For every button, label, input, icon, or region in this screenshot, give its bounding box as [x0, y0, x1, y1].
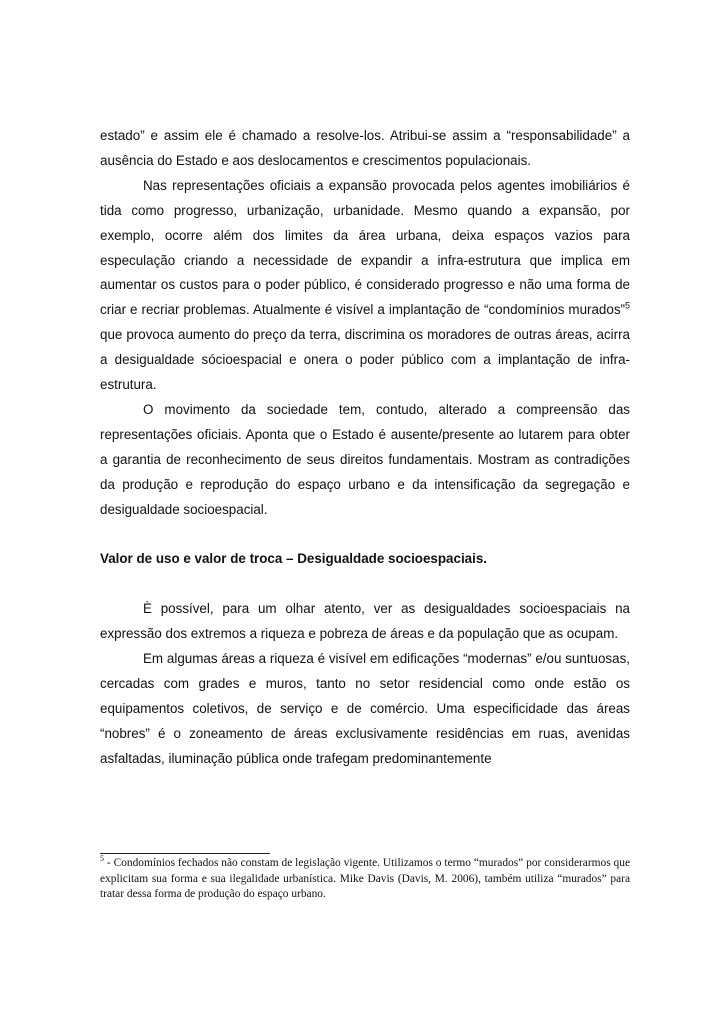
footnote-number: 5	[100, 854, 104, 864]
paragraph-1: estado” e assim ele é chamado a resolve-los. Atribui-se assim a “responsabilidade” a ausência do Estado e aos deslocamentos e crescimentos populacionais.	[100, 128, 630, 168]
paragraph-2-text-b: que provoca aumento do preço da terra, discrimina os moradores de outras áreas, acirra a desigualdade sócioespacial e onera o poder público com a implantação de infra-estrutura.	[100, 327, 630, 393]
paragraph-2	[100, 174, 630, 398]
paragraph-3: O movimento da sociedade tem, contudo, alterado a compreensão das representações oficiais. Aponta que o Estado é ausente/presente ao lutarem para obter a garantia de reconhecimento de seus direitos fundamentais. Mostram as contradições da produção e reprodução do espaço urbano e da intensificação da segregação e desigualdade socioespacial.	[100, 401, 630, 517]
footnote	[100, 856, 630, 903]
paragraph-5: Em algumas áreas a riqueza é visível em edificações “modernas” e/ou suntuosas, cercadas com grades e muros, tanto no setor residencial como onde estão os equipamentos coletivos, de serviço e de comércio. Uma especificidade das áreas “nobres” é o zoneamento de áreas exclusivamente residências em ruas, avenidas asfaltadas, iluminação pública onde trafegam predominantemente	[100, 651, 630, 766]
footnote-separator	[100, 853, 270, 854]
section-heading: Valor de uso e valor de troca – Desigualdade socioespaciais.	[100, 551, 488, 567]
body-text	[100, 124, 630, 772]
footnote-text: - Condomínios fechados não constam de legislação vigente. Utilizamos o termo “murados” por considerarmos que explicitam sua forma e sua ilegalidade urbanística. Mike Davis (Davis, M. 2006), também utiliza “murados” para tratar dessa forma de produção do espaço urbano.	[100, 857, 630, 900]
footnote-reference: 5	[624, 300, 630, 311]
paragraph-4: È possível, para um olhar atento, ver as desigualdades socioespaciais na expressão dos extremos a riqueza e pobreza de áreas e da população que as ocupam.	[100, 601, 630, 642]
paragraph-2-text-a: Nas representações oficiais a expansão provocada pelos agentes imobiliários é tida como progresso, urbanização, urbanidade. Mesmo quando a expansão, por exemplo, ocorre além dos limites da área urbana, deixa espaços vazios para especulação criando a necessidade de expandir a infra-estrutura que implica em aumentar os custos para o poder público, é considerado progresso e não uma forma de criar e recriar problemas. Atualmente é visível a implantação de “condomínios murados”	[100, 177, 630, 318]
